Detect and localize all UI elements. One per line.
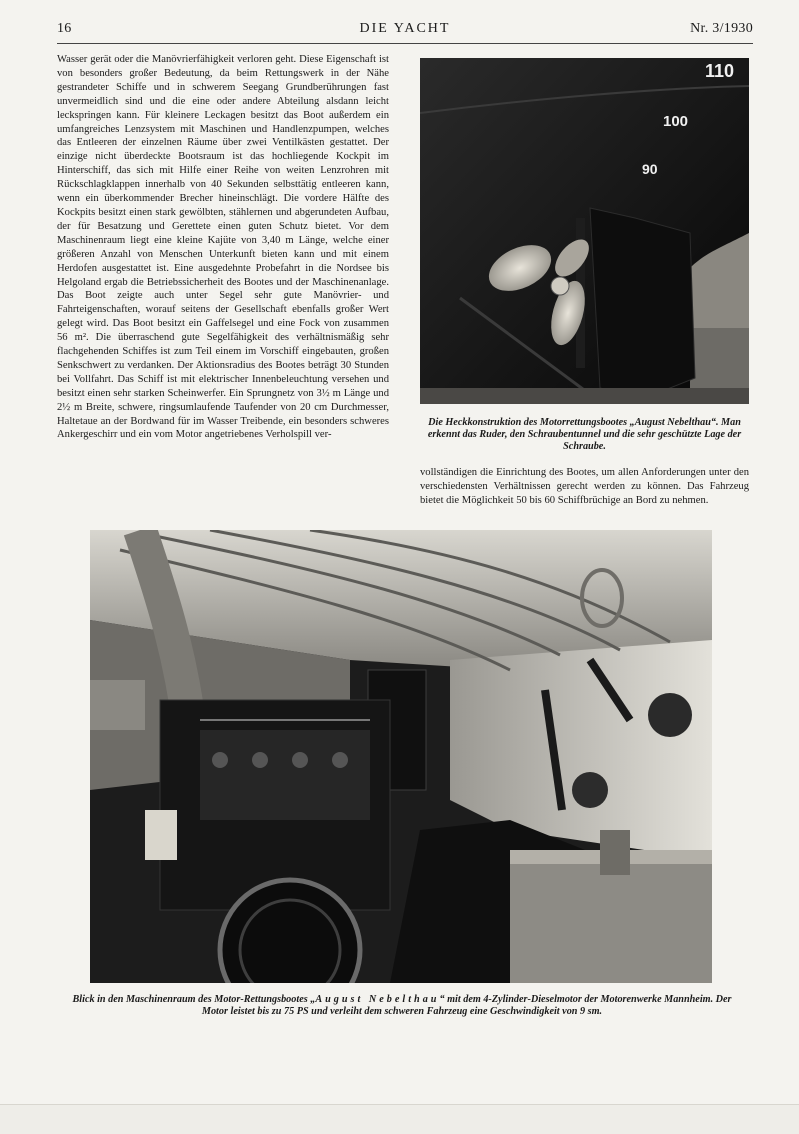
page-edge (0, 1104, 799, 1134)
oil-bottle (145, 810, 177, 860)
magazine-title: DIE YACHT (359, 21, 451, 36)
engine-caption-boat-name: August Nebelthau (315, 994, 440, 1005)
engine-caption-suffix: “ mit dem 4-Zylinder-Dieselmotor der Motorenwerke Mannheim. Der Motor leistet bis zu 75 PS und verleiht dem schweren Fahrzeug eine Geschwindigkeit von 9 sm. (201, 994, 732, 1018)
article-right-column: vollständigen die Einrichtung des Bootes, um allen Anforderungen unter den verschiedensten Verhältnissen gerecht werden zu können. Das Fahrzeug bietet die Möglichkeit 50 bis 60 Schiffbrüchige an Bord zu nehmen. (420, 467, 749, 506)
header-rule (57, 43, 753, 44)
page-number: 16 (57, 21, 72, 36)
hull-caption: Die Heckkonstruktion des Motorrettungsbootes „August Nebelthau“. Man erkennt das Ruder, den Schraubentunnel und die sehr geschützte Lage der Schraube. (427, 417, 742, 453)
draft-mark-110: 110 (705, 61, 735, 81)
engine-caption (62, 994, 742, 1018)
issue-number: Nr. 3/1930 (690, 21, 753, 36)
hull-photo (420, 58, 749, 404)
draft-mark-90: 90 (642, 161, 658, 177)
article-left-column: Wasser gerät oder die Manövrierfähigkeit verloren geht. Diese Eigenschaft ist von besonders großer Bedeutung, da beim Rettungswerk in der Nähe gestrandeter Schiffe und in schwerem Seegang Grundberührungen fast unvermeidlich sind und die eine oder andere Abteilung alsdann leicht leckspringen kann. Für kleinere Leckagen besitzt das Boot außerdem ein umfangreiches Lenzsystem mit Maschinen und Handlenzpumpen, welches das Entleeren der einzelnen Räume über zwei Ventilkästen gestattet. Der einzige nicht überdeckte Bootsraum ist das hochliegende Kockpit im Hinterschiff, das sich mit Hilfe einer Reihe von weiten Lenzrohren mit Rückschlagklappen innerhalb von 40 Sekunden selbsttätig entleeren kann, wenn ein überkommender Brecher hineinschlägt. Die vordere Hälfte des Kockpits besitzt einen stark gewölbten, stählernen und abgerundeten Aufbau, der für Besatzung und Gerettete einen guten Schutz bietet. Vor dem Maschinenraum liegt eine kleine Kajüte von 3,40 m Länge, welche einer größeren Anzahl von Menschen Unterkunft bieten kann und mit einem Herdofen ausgestattet ist. Eine ausgedehnte Probefahrt in die Nordsee bis Helgoland ergab die Betriebssicherheit des Bootes und der Maschinenanlage. Das Boot zeigte auch unter Segel sehr gute Manövrier- und Fahrteigenschaften, worauf seitens der Gesellschaft ebenfalls großer Wert gelegt wird. Das Boot besitzt ein Gaffelsegel und eine Fock von zusammen 56 m². Die überraschend gute Segelfähigkeit des verhältnismäßig sehr flachgehenden Schiffes ist zum Teil einem im Vorschiff eingebauten, großen Senkschwert zu verdanken. Der Aktionsradius des Bootes beträgt 30 Stunden bei Vollfahrt. Das Schiff ist mit elektrischer Innenbeleuchtung versehen und besitzt einen sehr starken Scheinwerfer. Ein Sprungnetz von 3½ m Länge und 2½ m Breite, schwere, ringsumlaufende Taufender von 20 cm Durchmesser, Haltetaue an der Bordwand für im Wasser Treibende, ein besonders schweres Ankergeschirr und ein vom Motor angetriebenes Verholspill ver- (57, 54, 389, 441)
page-header (57, 19, 753, 41)
engine-caption-prefix: Blick in den Maschinenraum des Motor-Rettungsbootes „ (72, 994, 316, 1005)
draft-mark-100: 100 (663, 113, 689, 130)
fuel-tank (510, 830, 712, 983)
engine-room-photo (90, 530, 712, 983)
